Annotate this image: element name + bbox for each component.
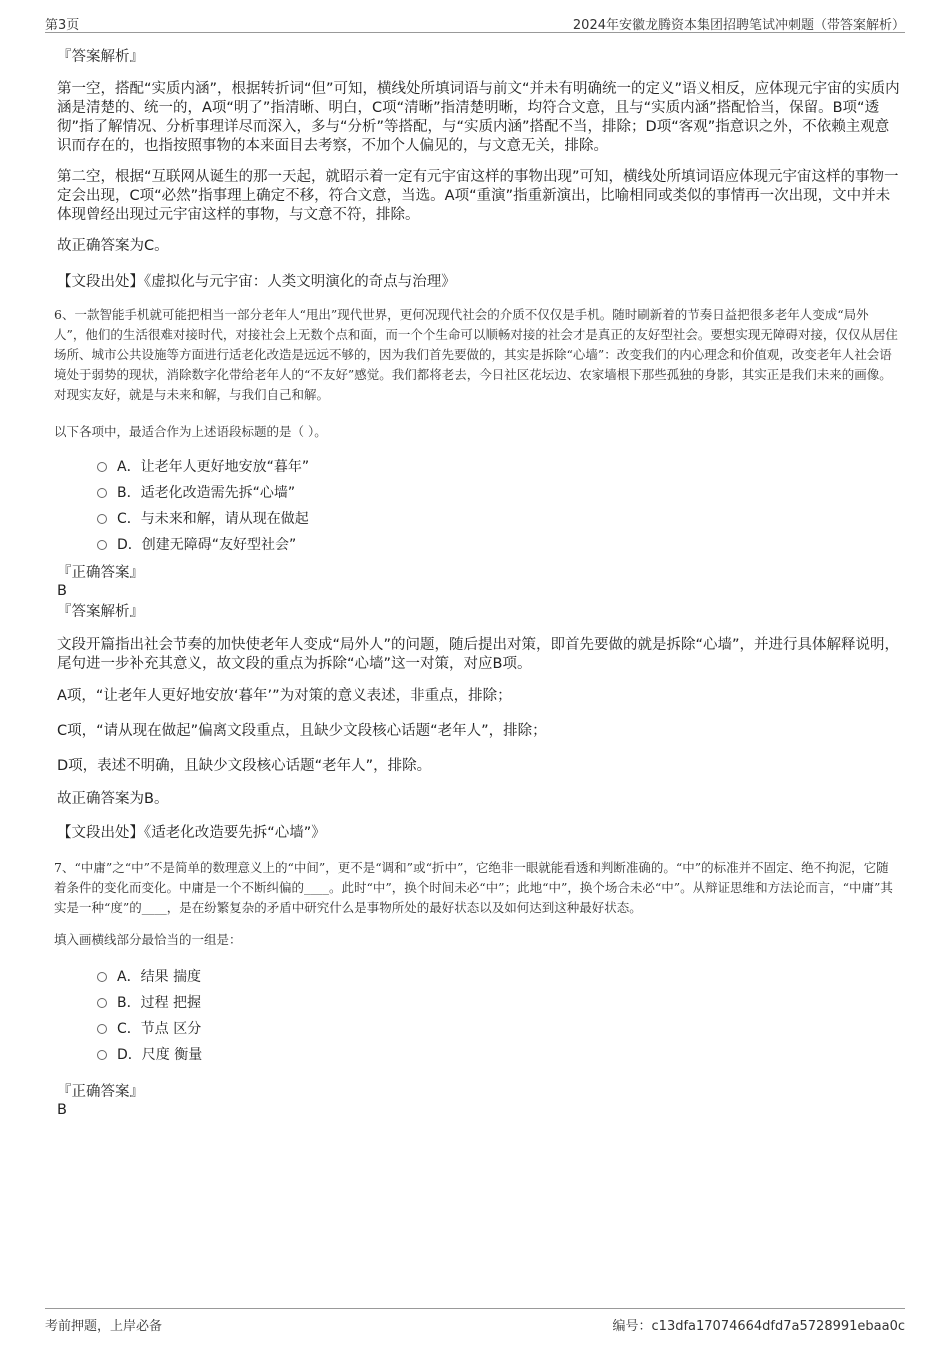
- radio-icon[interactable]: [97, 462, 107, 472]
- question-6-prompt: 以下各项中，最适合作为上述语段标题的是（ ）。: [54, 424, 327, 439]
- option-label: B．适老化改造需先拆“心墙”: [117, 485, 296, 501]
- option-label: C．节点 区分: [117, 1021, 202, 1037]
- option-a[interactable]: [97, 964, 942, 990]
- option-d[interactable]: [97, 532, 942, 558]
- radio-icon[interactable]: [97, 514, 107, 524]
- option-c[interactable]: [97, 506, 942, 532]
- document-title: 2024年安徽龙腾资本集团招聘笔试冲刺题（带答案解析）: [572, 18, 905, 33]
- radio-icon[interactable]: [97, 488, 107, 498]
- option-b[interactable]: [97, 990, 942, 1016]
- analysis-label: 『答案解析』: [57, 604, 144, 620]
- correct-answer: B: [57, 583, 67, 599]
- analysis-paragraph: D项，表述不明确，且缺少文段核心话题“老年人”，排除。: [57, 758, 432, 774]
- page-footer: [45, 1308, 905, 1335]
- document-id: 编号：c13dfa17074664dfd7a5728991ebaa0c: [612, 1319, 905, 1334]
- analysis-paragraph: A项，“让老年人更好地安放‘暮年’”为对策的意义表述，非重点，排除；: [57, 688, 512, 704]
- analysis-label: 『答案解析』: [57, 49, 144, 65]
- analysis-paragraph: 第二空，根据“互联网从诞生的那一天起，就昭示着一定有元宇宙这样的事物出现”可知，横线处所填词语应体现元宇宙这样的事物一定会出现，C项“必然”指事理上确定不移，符合文意，当选。A项“重演”指重新演出，比喻相同或类似的事情再一次出现，文中并未体现曾经出现过元宇宙这样的事物，与文意不符，排除。: [57, 169, 899, 223]
- question-7-text: 7、“中庸”之“中”不是简单的数理意义上的“中间”，更不是“调和”或“折中”，它绝非一眼就能看透和判断准确的。“中”的标准并不固定、绝不拘泥，它随着条件的变化而变化。中庸是一个不断纠偏的____。此时“中”，换个时间未必“中”；此地“中”，换个场合未必“中”。从辩证思维和方法论而言，“中庸”其实是一种“度”的____，是在纷繁复杂的矛盾中研究什么是事物所处的最好状态以及如何达到这种最好状态。: [54, 860, 893, 915]
- option-c[interactable]: [97, 1016, 942, 1042]
- question-6-text: 6、一款智能手机就可能把相当一部分老年人“甩出”现代世界，更何况现代社会的介质不仅仅是手机。随时刷新着的节奏日益把很多老年人变成“局外人”，他们的生活很难对接时代，对接社会上无数个点和面，而一个个生命可以顺畅对接的社会才是真正的友好型社会。要想实现无障碍对接，仅仅从居住场所、城市公共设施等方面进行适老化改造是远远不够的，因为我们首先要做的，其实是拆除“心墙”：改变我们的内心理念和价值观，改变老年人社会语境处于弱势的现状，消除数字化带给老年人的“不友好”感觉。我们都将老去，今日社区花坛边、农家墙根下那些孤独的身影，其实正是我们未来的画像。对现实友好，就是与未来和解，与我们自己和解。: [54, 307, 898, 402]
- option-d[interactable]: [97, 1042, 942, 1068]
- radio-icon[interactable]: [97, 1050, 107, 1060]
- page-header: [45, 10, 905, 33]
- option-label: D．尺度 衡量: [117, 1047, 203, 1063]
- radio-icon[interactable]: [97, 540, 107, 550]
- analysis-paragraph: 第一空，搭配“实质内涵”，根据转折词“但”可知，横线处所填词语与前文“并未有明确统一的定义”语义相反，应体现元宇宙的实质内涵是清楚的、统一的，A项“明了”指清晰、明白，C项“清晰”指清楚明晰，均符合文意，且与“实质内涵”搭配恰当，保留。B项“透彻”指了解情况、分析事理详尽而深入，多与“分析”等搭配，与“实质内涵”搭配不当，排除；D项“客观”指意识之外，不依赖主观意识而存在的，也指按照事物的本来面目去考察，不加个人偏见的，与文意无关，排除。: [57, 81, 900, 154]
- correct-answer-label: 『正确答案』: [57, 1084, 144, 1100]
- answer-conclusion: 故正确答案为C。: [57, 238, 169, 254]
- option-label: A．结果 揣度: [117, 969, 202, 985]
- option-label: D．创建无障碍“友好型社会”: [117, 537, 297, 553]
- page-number: 第3页: [45, 18, 80, 33]
- option-b[interactable]: [97, 480, 942, 506]
- option-label: B．过程 把握: [117, 995, 202, 1011]
- option-label: A．让老年人更好地安放“暮年”: [117, 459, 310, 475]
- radio-icon[interactable]: [97, 1024, 107, 1034]
- option-label: C．与未来和解，请从现在做起: [117, 511, 309, 527]
- question-7-prompt: 填入画横线部分最恰当的一组是：: [54, 932, 242, 947]
- question-7-options: [57, 964, 942, 1068]
- analysis-paragraph: C项，“请从现在做起”偏离文段重点，且缺少文段核心话题“老年人”，排除；: [57, 723, 547, 739]
- source-citation: 【文段出处】《适老化改造要先拆“心墙”》: [57, 825, 326, 841]
- option-a[interactable]: [97, 454, 942, 480]
- source-citation: 【文段出处】《虚拟化与元宇宙：人类文明演化的奇点与治理》: [57, 274, 456, 290]
- footer-slogan: 考前押题，上岸必备: [45, 1319, 163, 1334]
- analysis-paragraph: 文段开篇指出社会节奏的加快使老年人变成“局外人”的问题，随后提出对策，即首先要做的就是拆除“心墙”，并进行具体解释说明，尾句进一步补充其意义，故文段的重点为拆除“心墙”这一对策，对应B项。: [57, 637, 900, 672]
- correct-answer-label: 『正确答案』: [57, 565, 144, 581]
- question-6-options: [57, 454, 942, 558]
- radio-icon[interactable]: [97, 998, 107, 1008]
- answer-conclusion: 故正确答案为B。: [57, 791, 169, 807]
- correct-answer: B: [57, 1102, 67, 1118]
- radio-icon[interactable]: [97, 972, 107, 982]
